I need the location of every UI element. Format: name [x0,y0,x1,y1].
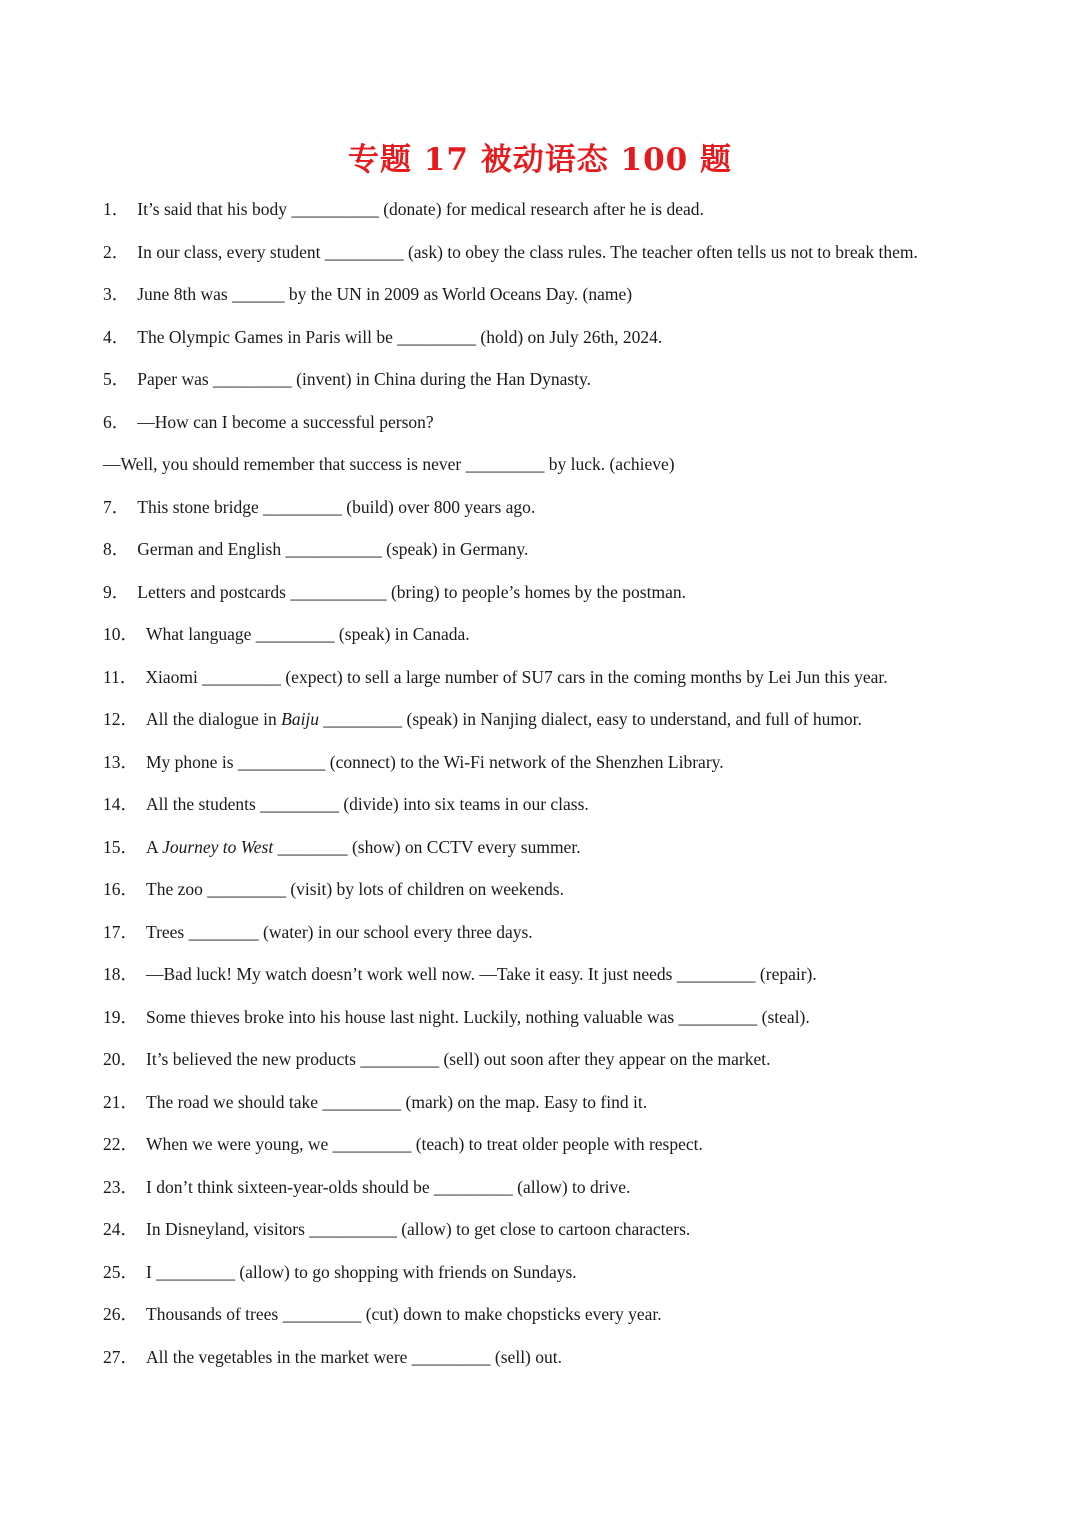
question-number: 6 [103,411,112,432]
question-text: I _________ (allow) to go shopping with friends on Sundays. [146,1261,577,1282]
question-text: Xiaomi _________ (expect) to sell a large number of SU7 cars in the coming months by Lei Jun this year. [145,666,888,687]
number-separator: ． [120,1006,138,1027]
page-title: 专题 17 被动语态 100 题 [347,142,733,178]
question-item [103,1081,1043,1124]
question-number: 22 [103,1134,121,1154]
number-separator: ． [120,1261,138,1282]
number-separator: ． [111,411,130,432]
number-separator: ． [111,326,130,347]
question-item [103,953,1043,996]
question-item [103,316,1043,359]
question-text: Some thieves broke into his house last night. Luckily, nothing valuable was _________ (steal). [146,1006,810,1027]
question-text: A Journey to West ________ (show) on CCTV every summer. [146,836,581,857]
number-separator: ． [120,794,138,814]
number-separator: ． [120,709,138,729]
number-separator: ． [111,369,130,389]
question-number: 10 [103,624,121,644]
question-item [103,1293,1043,1336]
question-number: 21 [103,1091,121,1112]
question-number: 26 [103,1304,121,1324]
question-item [103,571,1043,614]
question-item [103,656,1043,699]
number-separator: ． [120,1049,138,1069]
question-number: 3 [103,284,112,304]
question-number: 27 [103,1346,121,1367]
question-item [103,358,1043,401]
question-item [103,443,1043,486]
question-item [103,231,1043,274]
number-separator: ． [111,284,130,304]
question-text: Thousands of trees _________ (cut) down to make chopsticks every year. [146,1304,662,1324]
question-text: June 8th was ______ by the UN in 2009 as World Oceans Day. (name) [137,284,633,304]
question-text: In Disneyland, visitors __________ (allow) to get close to cartoon characters. [146,1219,691,1239]
question-number: 15 [103,836,121,857]
question-number: 16 [103,879,121,899]
question-number: 9 [103,581,112,602]
question-item [103,528,1043,571]
question-number: 25 [103,1261,121,1282]
question-item [103,1208,1043,1251]
question-item [103,273,1043,316]
question-text: —Well, you should remember that success is never _________ by luck. (achieve) [103,454,675,474]
italic-title: Journey to West [162,836,274,857]
question-text: The Olympic Games in Paris will be _________ (hold) on July 26th, 2024. [137,326,663,347]
question-number: 11 [103,666,120,687]
question-item [103,868,1043,911]
question-item [103,188,1043,231]
question-text: —Bad luck! My watch doesn’t work well now. —Take it easy. It just needs _________ (repair). [146,964,817,984]
question-number: 24 [103,1219,121,1239]
question-number: 1 [103,199,112,219]
question-number: 2 [103,241,112,262]
number-separator: ． [120,751,138,772]
number-separator: ． [120,624,138,644]
question-number: 19 [103,1006,121,1027]
question-text: This stone bridge _________ (build) over 800 years ago. [137,496,536,517]
number-separator: ． [120,1176,138,1197]
question-number: 5 [103,369,112,389]
question-text: All the dialogue in Baiju _________ (speak) in Nanjing dialect, easy to understand, and full of humor. [146,709,862,729]
question-text: I don’t think sixteen-year-olds should be _________ (allow) to drive. [146,1176,631,1197]
number-separator: ． [120,1304,138,1324]
number-separator: ． [119,666,138,687]
question-number: 20 [103,1049,121,1069]
question-item [103,698,1043,741]
number-separator: ． [120,1219,138,1239]
question-number: 17 [103,921,121,942]
question-item [103,1251,1043,1294]
question-number: 4 [103,326,112,347]
question-item [103,1166,1043,1209]
question-text: The zoo _________ (visit) by lots of children on weekends. [146,879,564,899]
question-text: German and English ___________ (speak) in Germany. [137,539,529,559]
question-item [103,826,1043,869]
number-separator: ． [111,539,130,559]
question-number: 13 [103,751,121,772]
question-text: My phone is __________ (connect) to the Wi-Fi network of the Shenzhen Library. [146,751,724,772]
question-item [103,1336,1043,1379]
question-text: In our class, every student _________ (ask) to obey the class rules. The teacher often tells us not to break them. [137,241,918,262]
question-number: 8 [103,539,112,559]
question-text: Letters and postcards ___________ (bring) to people’s homes by the postman. [137,581,686,602]
question-number: 14 [103,794,121,814]
question-text: What language _________ (speak) in Canada. [146,624,470,644]
number-separator: ． [120,879,138,899]
question-item [103,401,1043,444]
question-item [103,741,1043,784]
question-number: 18 [103,964,121,984]
question-text: All the students _________ (divide) into six teams in our class. [146,794,589,814]
number-separator: ． [120,836,138,857]
question-number: 23 [103,1176,121,1197]
question-text: Paper was _________ (invent) in China during the Han Dynasty. [137,369,592,389]
number-separator: ． [111,581,130,602]
question-item [103,783,1043,826]
question-text: It’s believed the new products _________ (sell) out soon after they appear on the market. [146,1049,771,1069]
question-list [103,188,1043,1378]
question-item [103,613,1043,656]
number-separator: ． [120,1134,138,1154]
number-separator: ． [120,1346,138,1367]
question-text: —How can I become a successful person? [137,411,434,432]
number-separator: ． [111,241,130,262]
question-item [103,486,1043,529]
number-separator: ． [120,964,138,984]
number-separator: ． [111,496,130,517]
number-separator: ． [111,199,130,219]
question-number: 12 [103,709,121,729]
number-separator: ． [120,921,138,942]
question-item [103,1123,1043,1166]
question-item [103,996,1043,1039]
question-number: 7 [103,496,112,517]
number-separator: ． [120,1091,138,1112]
question-item [103,911,1043,954]
question-text: All the vegetables in the market were _________ (sell) out. [146,1346,562,1367]
question-text: The road we should take _________ (mark) on the map. Easy to find it. [146,1091,648,1112]
question-text: It’s said that his body __________ (donate) for medical research after he is dead. [137,199,704,219]
question-text: Trees ________ (water) in our school every three days. [146,921,533,942]
question-text: When we were young, we _________ (teach) to treat older people with respect. [146,1134,703,1154]
question-item [103,1038,1043,1081]
italic-title: Baiju [281,709,320,729]
